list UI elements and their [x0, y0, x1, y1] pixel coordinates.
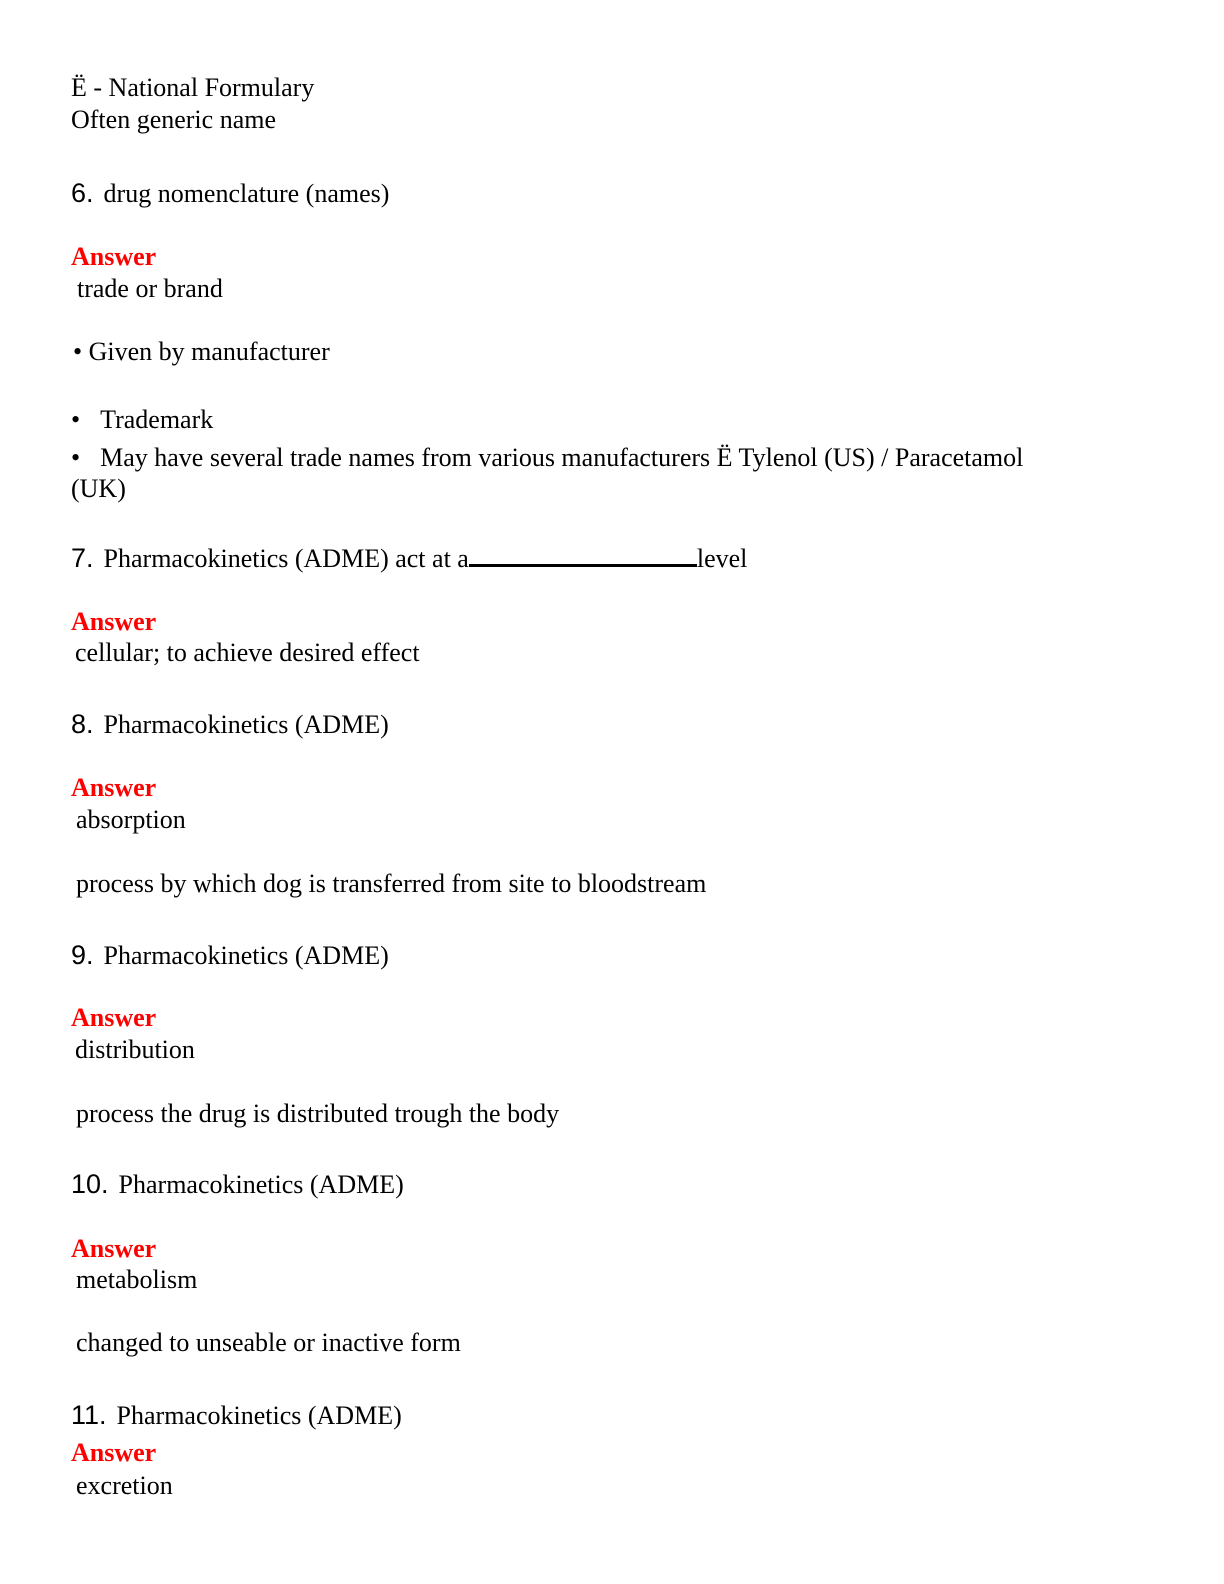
- fill-in-blank: [469, 542, 697, 567]
- question-number: 9.: [71, 940, 94, 970]
- bullet-text: May have several trade names from various manufacturers Ë Tylenol (US) / Paracetamol: [100, 443, 1024, 472]
- question-text-after: level: [696, 544, 748, 573]
- answer-6-bullet-trade-names-cont: (UK): [71, 474, 126, 503]
- question-text: drug nomenclature (names): [103, 179, 390, 208]
- question-6: [71, 177, 389, 210]
- intro-line-2: Often generic name: [71, 105, 277, 134]
- question-8: [71, 708, 389, 741]
- answer-6-bullet-given: • Given by manufacturer: [73, 337, 330, 366]
- answer-8-line-1: absorption: [76, 805, 186, 834]
- answer-10-line-2: changed to unseable or inactive form: [76, 1328, 461, 1357]
- question-11: [71, 1399, 402, 1432]
- question-10: [71, 1168, 404, 1201]
- question-number: 8.: [71, 709, 94, 739]
- bullet-marker: •: [71, 405, 81, 434]
- answer-label-11: Answer: [71, 1438, 157, 1467]
- question-7: [71, 542, 747, 575]
- answer-label-7: Answer: [71, 607, 157, 636]
- question-number: 7.: [71, 543, 94, 573]
- bullet-text: Trademark: [100, 405, 214, 434]
- question-text: Pharmacokinetics (ADME): [118, 1170, 404, 1199]
- answer-8-line-2: process by which dog is transferred from site to bloodstream: [76, 869, 707, 898]
- question-text: Pharmacokinetics (ADME) act at a: [103, 544, 469, 573]
- answer-label-6: Answer: [71, 242, 157, 271]
- answer-label-9: Answer: [71, 1003, 157, 1032]
- question-text: Pharmacokinetics (ADME): [103, 710, 389, 739]
- answer-9-line-2: process the drug is distributed trough the body: [76, 1099, 560, 1128]
- bullet-marker: •: [71, 443, 81, 472]
- answer-11-line-1: excretion: [76, 1471, 173, 1500]
- answer-9-line-1: distribution: [75, 1035, 195, 1064]
- question-text: Pharmacokinetics (ADME): [116, 1401, 402, 1430]
- question-9: [71, 939, 389, 972]
- answer-label-8: Answer: [71, 773, 157, 802]
- answer-6-line-1: trade or brand: [77, 274, 223, 303]
- answer-6-bullet-trade-names: [71, 442, 1023, 474]
- question-text: Pharmacokinetics (ADME): [103, 941, 389, 970]
- answer-7-line-1: cellular; to achieve desired effect: [75, 638, 420, 667]
- question-number: 6.: [71, 178, 94, 208]
- answer-6-bullet-trademark: [71, 404, 213, 436]
- question-number: 11.: [71, 1400, 107, 1430]
- intro-line-1: Ë - National Formulary: [71, 73, 315, 102]
- answer-10-line-1: metabolism: [76, 1265, 198, 1294]
- answer-label-10: Answer: [71, 1234, 157, 1263]
- question-number: 10.: [71, 1169, 109, 1199]
